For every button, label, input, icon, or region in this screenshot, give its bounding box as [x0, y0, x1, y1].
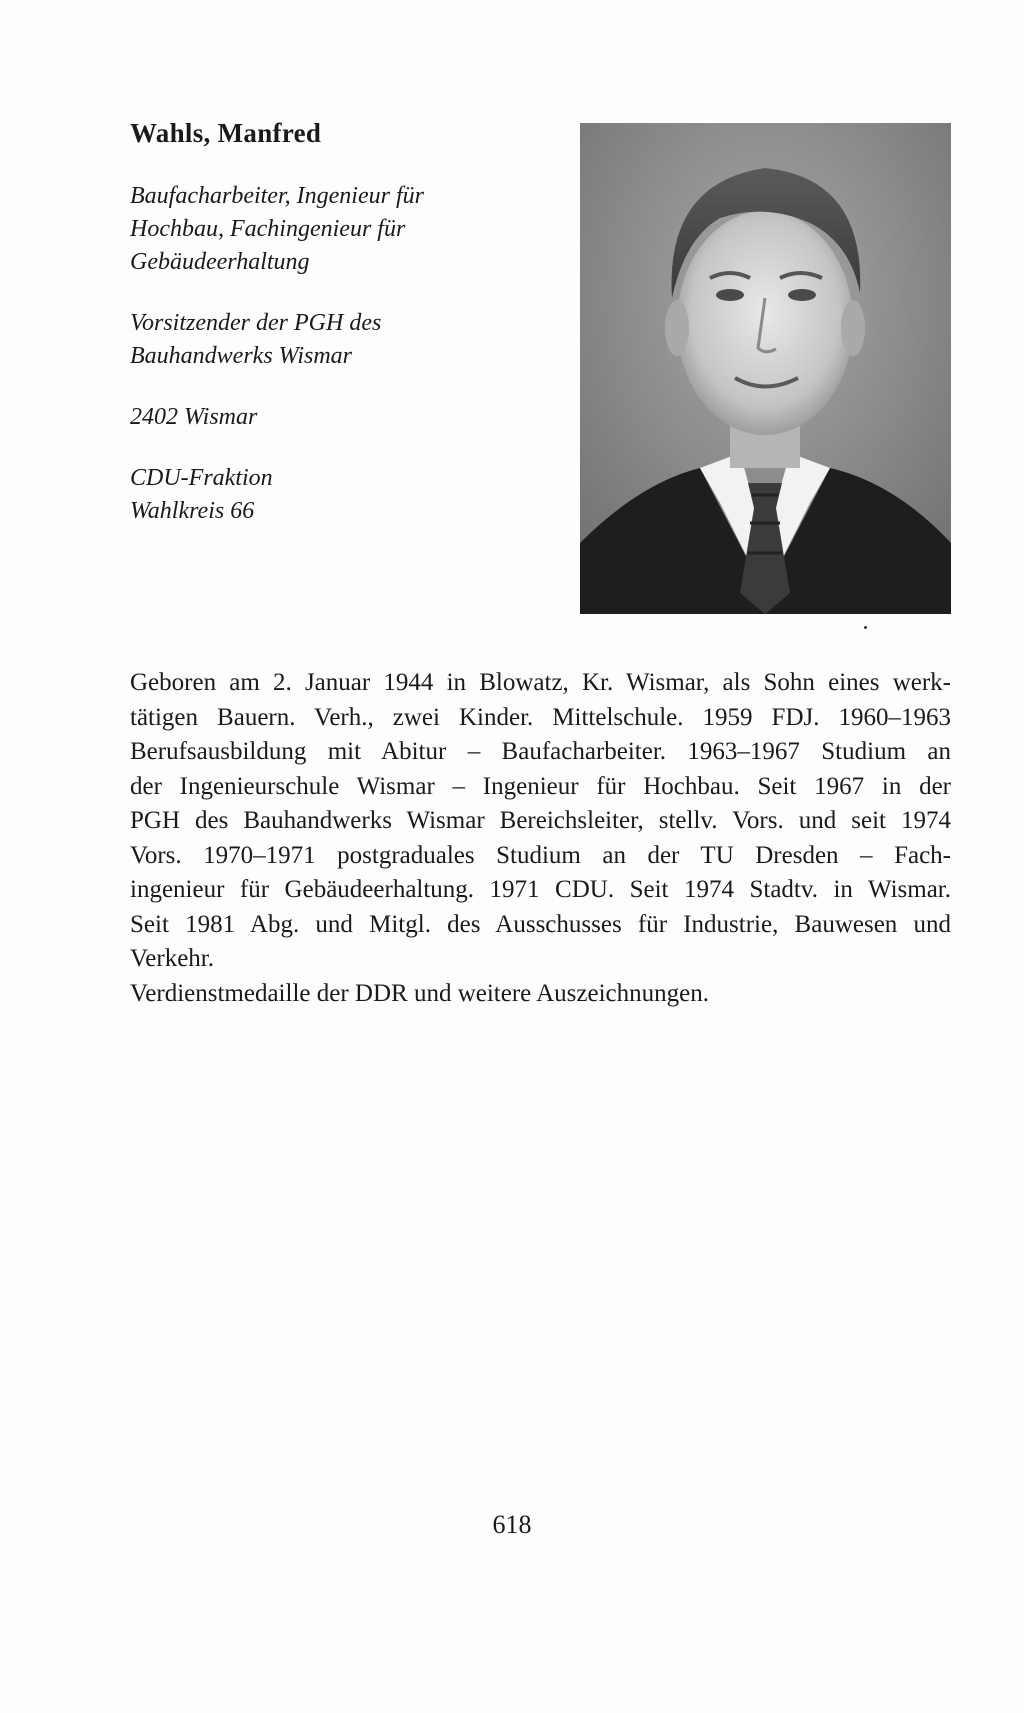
person-info — [130, 180, 460, 556]
person-name: Wahls, Manfred — [130, 118, 322, 148]
address — [130, 401, 460, 434]
page-number: 618 — [492, 1510, 532, 1539]
biography-line: Seit 1981 Abg. und Mitgl. des Ausschusses für Industrie, Bauwesen und — [130, 910, 951, 938]
position — [130, 307, 460, 373]
faction-info — [130, 462, 460, 528]
position-line: Bauhandwerks Wismar — [130, 343, 352, 369]
constituency: Wahlkreis 66 — [130, 498, 255, 524]
biography-line: Berufsausbildung mit Abitur – Baufacharbeiter. 1963–1967 Studium an — [130, 738, 951, 765]
portrait-illustration — [580, 123, 951, 614]
profession-line: Gebäudeerhaltung — [130, 249, 310, 275]
biography-line: ingenieur für Gebäudeerhaltung. 1971 CDU. Seit 1974 Stadtv. in Wismar. — [130, 876, 951, 903]
biography-line: der Ingenieurschule Wismar – Ingenieur für Hochbau. Seit 1967 in der — [130, 772, 951, 800]
biography-line: PGH des Bauhandwerks Wismar Bereichsleiter, stellv. Vors. und seit 1974 — [130, 807, 951, 834]
print-speck — [864, 626, 867, 629]
position-line: Vorsitzender der PGH des — [130, 310, 382, 336]
biography-line: tätigen Bauern. Verh., zwei Kinder. Mittelschule. 1959 FDJ. 1960–1963 — [130, 703, 951, 731]
biography-line: Geboren am 2. Januar 1944 in Blowatz, Kr. Wismar, als Sohn eines werk- — [130, 669, 951, 696]
address-line: 2402 Wismar — [130, 404, 258, 430]
portrait-photo — [580, 123, 951, 614]
profession-line: Baufacharbeiter, Ingenieur für — [130, 183, 424, 209]
profession — [130, 180, 460, 279]
biography-line: Verdienstmedaille der DDR und weitere Auszeichnungen. — [130, 979, 709, 1007]
biography — [130, 666, 951, 1011]
biography-line: Verkehr. — [130, 945, 214, 972]
faction: CDU-Fraktion — [130, 465, 273, 491]
profession-line: Hochbau, Fachingenieur für — [130, 216, 406, 242]
biography-line: Vors. 1970–1971 postgraduales Studium an der TU Dresden – Fach- — [130, 841, 951, 869]
